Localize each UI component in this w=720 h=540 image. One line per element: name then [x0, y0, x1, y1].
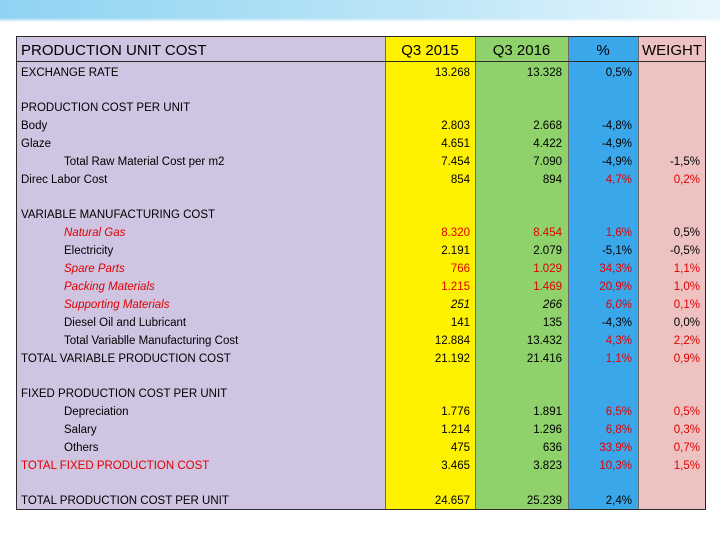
row-q2015: 251 [450, 299, 470, 311]
table-row [16, 261, 706, 278]
row-weight: 0,5% [673, 406, 700, 418]
row-pct: 4,7% [605, 174, 632, 186]
row-label: Others [64, 442, 99, 454]
section-heading: FIXED PRODUCTION COST PER UNIT [21, 388, 228, 400]
row-q2016: 1.469 [533, 281, 562, 293]
row-weight: 0,3% [673, 424, 700, 436]
table-row [16, 493, 706, 510]
row-q2015: 2.191 [441, 245, 470, 257]
row-pct: 34,3% [599, 263, 632, 275]
row-weight: 0,0% [673, 317, 700, 329]
table-row [16, 315, 706, 332]
row-label: Depreciation [64, 406, 129, 418]
row-weight: 0,2% [673, 174, 700, 186]
table-row [16, 404, 706, 421]
table-row [16, 297, 706, 314]
row-label: Packing Materials [64, 281, 155, 293]
row-q2015: 2.803 [441, 120, 470, 132]
row-q2016: 2.668 [533, 120, 562, 132]
row-label: Total Variablle Manufacturing Cost [64, 335, 239, 347]
row-weight: -0,5% [669, 245, 700, 257]
row-q2016: 7.090 [533, 156, 562, 168]
section-heading: VARIABLE MANUFACTURING COST [21, 209, 216, 221]
row-weight: 0,1% [673, 299, 700, 311]
row-pct: 20,9% [599, 281, 632, 293]
row-weight: 0,9% [673, 353, 700, 365]
row-q2016: 636 [542, 442, 562, 454]
table-row [16, 422, 706, 439]
row-q2016: 4.422 [533, 138, 562, 150]
row-weight: 1,0% [673, 281, 700, 293]
row-label: Electricity [64, 245, 114, 257]
row-q2016: 8.454 [533, 227, 562, 239]
row-label: TOTAL FIXED PRODUCTION COST [21, 460, 210, 472]
row-pct: 10,3% [599, 460, 632, 472]
row-q2015: 1.214 [441, 424, 470, 436]
row-q2015: 12.884 [434, 335, 470, 347]
row-pct: 6,5% [605, 406, 632, 418]
header-label: PRODUCTION UNIT COST [21, 42, 207, 59]
row-q2016: 1.296 [533, 424, 562, 436]
row-weight: 0,7% [673, 442, 700, 454]
table-row [16, 172, 706, 189]
section-heading-row [16, 207, 706, 224]
row-q2015: 1.215 [441, 281, 470, 293]
header-pct: % [596, 42, 610, 59]
row-label: Body [21, 120, 48, 132]
row-q2015: 4.651 [441, 138, 470, 150]
row-weight: 2,2% [673, 335, 700, 347]
row-label: TOTAL PRODUCTION COST PER UNIT [21, 495, 229, 507]
row-label: Natural Gas [64, 227, 126, 239]
row-pct: -4,9% [601, 156, 632, 168]
row-q2015: 1.776 [441, 406, 470, 418]
table-row [16, 243, 706, 260]
table-row [16, 440, 706, 457]
row-q2015: 766 [450, 263, 470, 275]
row-label: Glaze [21, 138, 52, 150]
row-label: Diesel Oil and Lubricant [64, 317, 187, 329]
row-label: Salary [64, 424, 97, 436]
table-row [16, 279, 706, 296]
row-pct: -5,1% [601, 245, 632, 257]
table-row [16, 65, 706, 82]
row-q2016: 21.416 [526, 353, 562, 365]
row-pct: 1,1% [605, 353, 632, 365]
row-q2015: 854 [450, 174, 470, 186]
section-heading: PRODUCTION COST PER UNIT [21, 102, 191, 114]
row-q2015: 3.465 [441, 460, 470, 472]
row-weight: 1,1% [673, 263, 700, 275]
table-row [16, 351, 706, 368]
header-row [16, 42, 706, 64]
table-row [16, 225, 706, 242]
row-q2016: 894 [542, 174, 562, 186]
header-q2016: Q3 2016 [492, 42, 551, 59]
row-q2016: 1.029 [533, 263, 562, 275]
row-weight: 1,5% [673, 460, 700, 472]
section-heading-row [16, 100, 706, 117]
row-label: Supporting Materials [64, 299, 170, 311]
row-q2016: 135 [542, 317, 562, 329]
row-pct: 6,8% [605, 424, 632, 436]
row-q2015: 7.454 [441, 156, 470, 168]
header-weight: WEIGHT [642, 42, 702, 59]
row-q2015: 8.320 [441, 227, 470, 239]
row-q2015: 21.192 [434, 353, 470, 365]
table-row [16, 118, 706, 135]
top-decorative-band [0, 0, 720, 22]
row-label: EXCHANGE RATE [21, 67, 119, 79]
row-q2015: 141 [450, 317, 470, 329]
row-q2015: 24.657 [434, 495, 470, 507]
row-pct: -4,3% [601, 317, 632, 329]
section-heading-row [16, 386, 706, 403]
table-row [16, 333, 706, 350]
row-pct: 4,3% [605, 335, 632, 347]
row-label: Spare Parts [64, 263, 125, 275]
row-weight: 0,5% [673, 227, 700, 239]
row-pct: -4,9% [601, 138, 632, 150]
row-q2016: 13.328 [526, 67, 562, 79]
row-q2016: 25.239 [526, 495, 562, 507]
row-q2016: 266 [542, 299, 562, 311]
row-label: Direc Labor Cost [21, 174, 108, 186]
row-weight: -1,5% [669, 156, 700, 168]
row-q2016: 13.432 [526, 335, 562, 347]
cost-table [16, 36, 706, 510]
row-q2016: 2.079 [533, 245, 562, 257]
row-q2015: 13.268 [434, 67, 470, 79]
row-q2015: 475 [450, 442, 470, 454]
row-pct: 0,5% [605, 67, 632, 79]
row-pct: 6,0% [605, 299, 632, 311]
row-pct: 33,9% [599, 442, 632, 454]
row-q2016: 1.891 [533, 406, 562, 418]
table-row [16, 154, 706, 171]
row-label: TOTAL VARIABLE PRODUCTION COST [21, 353, 231, 365]
table-row [16, 458, 706, 475]
row-q2016: 3.823 [533, 460, 562, 472]
header-q2015: Q3 2015 [401, 42, 459, 59]
row-pct: 1,6% [605, 227, 632, 239]
table-row [16, 136, 706, 153]
row-label: Total Raw Material Cost per m2 [64, 156, 225, 168]
row-pct: 2,4% [605, 495, 632, 507]
row-pct: -4,8% [601, 120, 632, 132]
